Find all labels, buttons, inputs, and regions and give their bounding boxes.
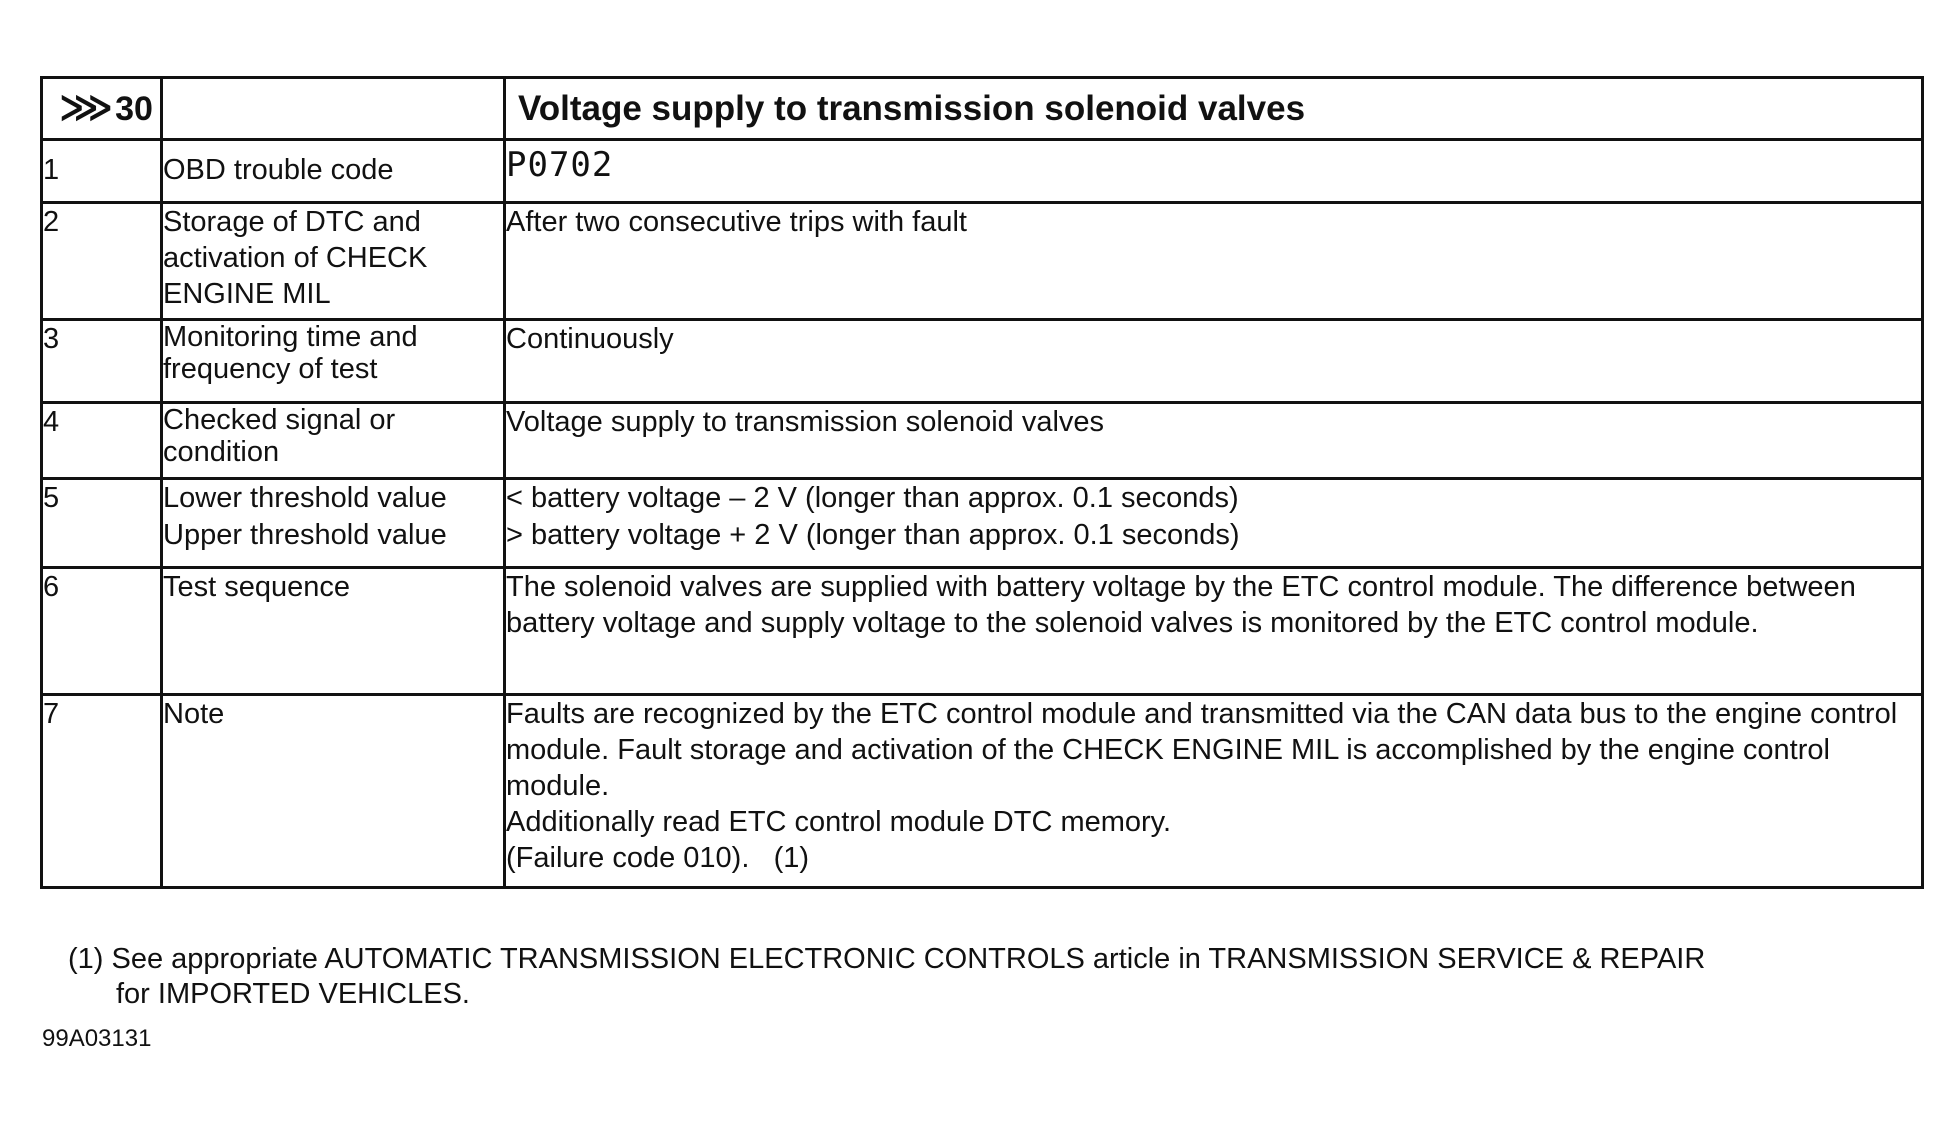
row-value: The solenoid valves are supplied with battery voltage by the ETC control module. The difference between battery voltage and supply voltage to the solenoid valves is monitored by the ETC control module.	[505, 568, 1923, 695]
note-paragraph: Faults are recognized by the ETC control module and transmitted via the CAN data bus to the engine control module. Fault storage and activation of the CHECK ENGINE MIL is accomplished by the engine control module.	[506, 698, 1898, 802]
row-value: After two consecutive trips with fault	[505, 203, 1923, 320]
figure-code: 99A03131	[42, 1025, 152, 1052]
row-number: 4	[42, 403, 162, 479]
row-value	[505, 140, 1923, 203]
row-value: Voltage supply to transmission solenoid valves	[505, 403, 1923, 479]
row-label: Note	[162, 695, 505, 888]
double-chevron-right-icon: ⋙	[59, 87, 114, 129]
failure-code-line: (Failure code 010). (1)	[506, 842, 810, 874]
row-label: OBD trouble code	[162, 140, 505, 203]
row-number: 7	[42, 695, 162, 888]
row-label	[162, 479, 505, 568]
footnote-line: for IMPORTED VEHICLES.	[116, 978, 470, 1010]
row-number: 3	[42, 320, 162, 403]
row-label: Test sequence	[162, 568, 505, 695]
step-number: 30	[115, 90, 153, 128]
table-row	[42, 479, 1923, 568]
upper-threshold-value: > battery voltage + 2 V (longer than approx. 0.1 seconds)	[506, 519, 1240, 551]
row-number: 5	[42, 479, 162, 568]
note-paragraph: Additionally read ETC control module DTC memory.	[506, 806, 1172, 838]
page-title: Voltage supply to transmission solenoid valves	[505, 78, 1923, 140]
table-row	[42, 695, 1923, 888]
lower-threshold-label: Lower threshold value	[163, 482, 447, 514]
lower-threshold-value: < battery voltage – 2 V (longer than approx. 0.1 seconds)	[506, 482, 1239, 514]
row-label: Storage of DTC and activation of CHECK ENGINE MIL	[162, 203, 505, 320]
table-row	[42, 568, 1923, 695]
row-value: Continuously	[505, 320, 1923, 403]
row-value	[505, 695, 1923, 888]
step-number-cell	[42, 78, 162, 140]
table-row	[42, 140, 1923, 203]
row-value	[505, 479, 1923, 568]
header-blank-cell	[162, 78, 505, 140]
row-label: Monitoring time and frequency of test	[162, 320, 505, 403]
row-number: 2	[42, 203, 162, 320]
table-header-row	[42, 78, 1923, 140]
table-row	[42, 403, 1923, 479]
table-row	[42, 320, 1923, 403]
table-row	[42, 203, 1923, 320]
footnote-line: (1) See appropriate AUTOMATIC TRANSMISSION ELECTRONIC CONTROLS article in TRANSMISSION SERVICE & REPAIR	[68, 943, 1706, 975]
diagnostic-spec-table	[40, 76, 1924, 889]
spec-sheet	[40, 76, 1921, 889]
obd-trouble-code: P0702	[506, 145, 614, 185]
footnote	[68, 942, 1705, 1012]
row-number: 6	[42, 568, 162, 695]
row-number: 1	[42, 140, 162, 203]
upper-threshold-label: Upper threshold value	[163, 519, 447, 551]
row-label: Checked signal or condition	[162, 403, 505, 479]
